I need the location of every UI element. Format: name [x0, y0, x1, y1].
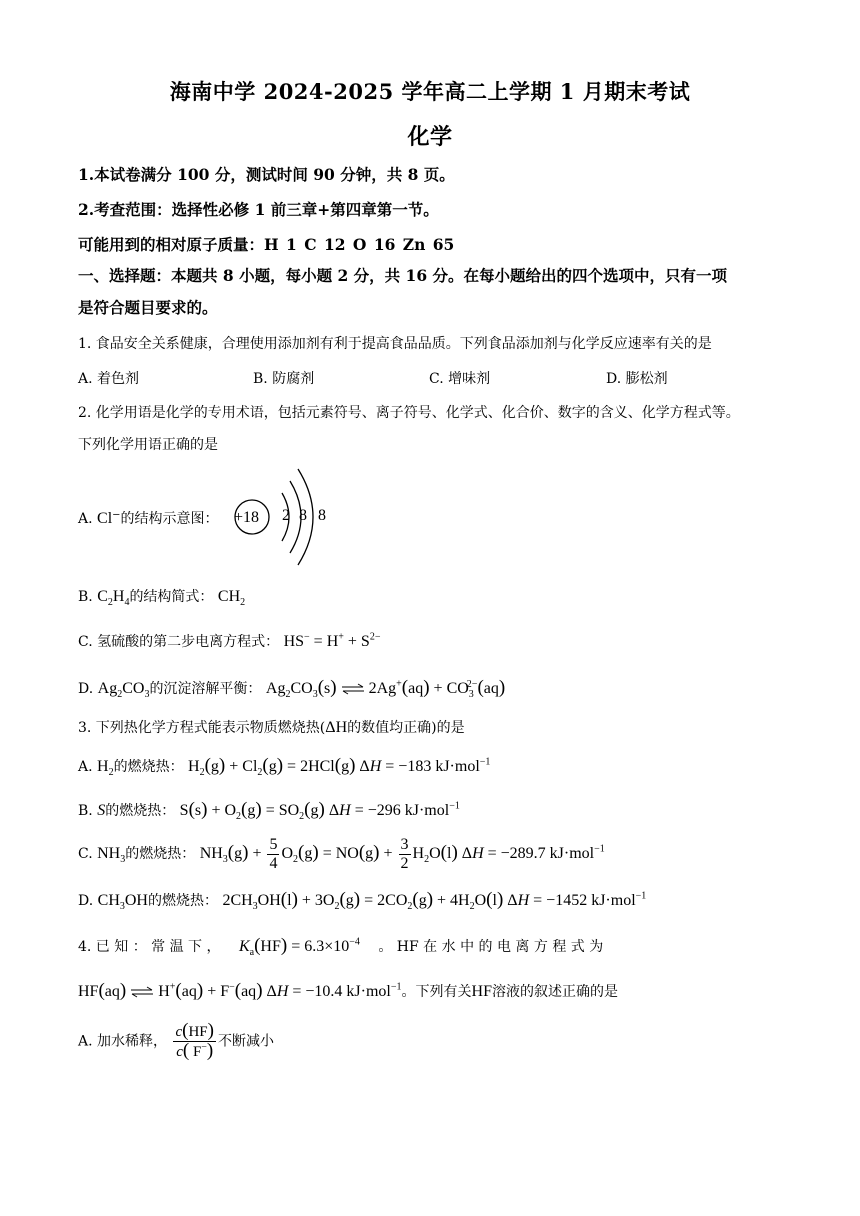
q3-option-c: C. $NH_3$的燃烧热： $NH_3(g)$ + $\frac{5}{4}$ $O_2(g) = NO(g)$ + $\frac{3}{2}$ $H_2O(l) \Delta H = -289.7$ kJ·mol$^{-1}$ — [78, 836, 605, 872]
q2-option-c: C. 氢硫酸的第二步电离方程式： $HS^- = H^+ + S^{2-}$ — [78, 631, 381, 650]
q1-option-a: A. 着色剂 — [78, 371, 140, 387]
q2-option-a: A. Cl−的结构示意图： — [78, 509, 219, 527]
q1-option-d: D. 膨松剂 — [606, 371, 668, 387]
q3-option-a: A. $H_2$的燃烧热： $H_2(g) + Cl_2(g) = 2HCl(g) \Delta H = -183$ kJ·mol$^{-1}$ — [78, 755, 491, 779]
shell-1-electrons: 2 — [282, 507, 290, 524]
equilibrium-arrow-icon — [130, 986, 154, 998]
subject-title: 化学 — [407, 124, 453, 150]
note-1: 1.本试卷满分 100 分，测试时间 90 分钟，共 8 页。 — [78, 165, 455, 184]
nucleus-charge: +18 — [234, 509, 260, 526]
exam-title: 海南中学 2024-2025 学年高二上学期 1 月期末考试 — [169, 79, 691, 104]
q2-option-d: D. $Ag_2CO_3$的沉淀溶解平衡： $Ag_2CO_3(s)$ $2Ag^+(aq) + CO_3^{2-}(aq)$ — [78, 677, 506, 701]
q2-stem-line2: 下列化学用语正确的是 — [78, 437, 218, 453]
note-atomic-masses: 可能用到的相对原子质量：H 1 C 12 O 16 Zn 65 — [78, 235, 455, 254]
q4-option-a: A. 加水稀释， $\frac{c(HF)}{c( F^-)}$ 不断减小 — [78, 1020, 274, 1061]
shell-3-electrons: 8 — [318, 507, 326, 524]
shell-2-electrons: 8 — [299, 507, 307, 524]
q3-option-b: B. S的燃烧热： $S(s) + O_2(g) = SO_2(g) \Delta H = -296$ kJ·mol$^{-1}$ — [78, 799, 460, 823]
q4-stem-line1: 4. 已 知 ： 常 温 下 ， $K_a(HF) = 6.3\times 10^{-4}$ 。 HF 在 水 中 的 电 离 方 程 式 为 — [78, 935, 604, 959]
q2-option-b: B. $C_2H_4$的结构简式： $CH_2$ — [78, 588, 246, 609]
section-heading-line2: 是符合题目要求的。 — [78, 298, 218, 317]
q1-stem: 1. 食品安全关系健康，合理使用添加剂有利于提高食品品质。下列食品添加剂与化学反应速率有关的是 — [78, 336, 712, 352]
q2-stem-line1: 2. 化学用语是化学的专用术语，包括元素符号、离子符号、化学式、化合价、数字的含义、化学方程式等。 — [78, 405, 740, 421]
q1-option-c: C. 增味剂 — [429, 371, 491, 387]
note-2: 2.考查范围：选择性必修 1 前三章+第四章第一节。 — [78, 200, 439, 219]
q3-stem: 3. 下列热化学方程式能表示物质燃烧热(ΔH的数值均正确)的是 — [78, 719, 465, 736]
q3-option-d: D. $CH_3OH$的燃烧热： $2CH_3OH(l) + 3O_2(g) = 2CO_2(g) + 4H_2O(l) \Delta H = -1452$ kJ·mol$^{-1}$ — [78, 889, 647, 913]
q1-option-b: B. 防腐剂 — [253, 371, 315, 387]
q4-stem-line2: HF(aq) H+(aq) + F−(aq) ΔH = −10.4 kJ·mol$^{-1}$。下列有关HF溶液的叙述正确的是 — [78, 980, 618, 1001]
equilibrium-arrow-icon — [341, 683, 365, 695]
section-heading-line1: 一、选择题：本题共 8 小题，每小题 2 分，共 16 分。在每小题给出的四个选项中，只有一项 — [78, 266, 728, 285]
